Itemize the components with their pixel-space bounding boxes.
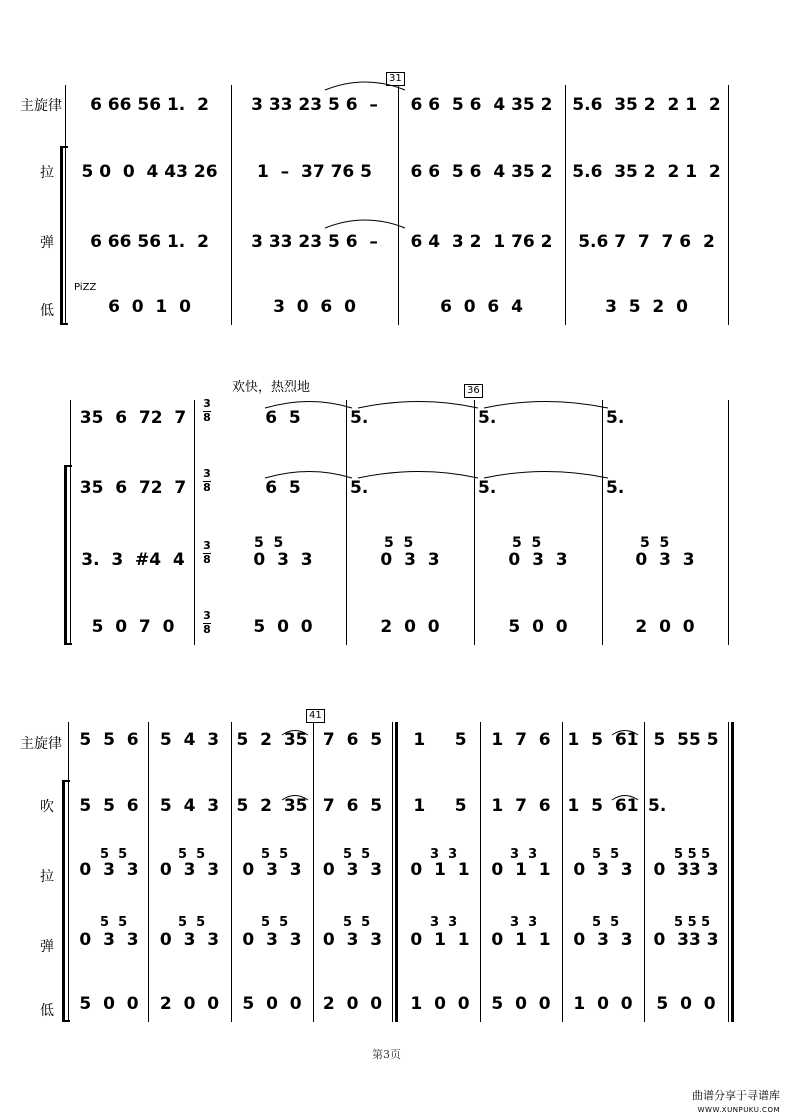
part-label-di: 低 <box>40 303 54 319</box>
note-group: 5 55 5 <box>653 730 719 750</box>
note-group: 5 4 3 <box>159 796 220 816</box>
note-group: 3 33 23 5 6 – <box>251 232 378 252</box>
note-group: 0 1 1 <box>491 930 551 950</box>
note-group: 5 0 0 <box>491 994 551 1014</box>
note-group: 5. <box>478 478 497 498</box>
staff-3-3 <box>70 860 728 880</box>
note-group: 5.6 7 7 7 6 2 <box>578 232 715 252</box>
note-group: 5. <box>350 478 369 498</box>
note-group: 0 3 3 <box>573 860 633 880</box>
note-group: 5 4 3 <box>159 730 220 750</box>
staff-3-4 <box>70 930 728 950</box>
note-group: 5 0 7 0 <box>91 617 175 637</box>
chord-tops-tan: 5 5 5 5 5 5 5 5 3 3 3 3 5 5 5 5 5 <box>100 915 711 930</box>
chord-tops-la: 5 5 5 5 5 5 5 5 3 3 3 3 5 5 5 5 5 <box>100 847 711 862</box>
note-group: 0 3 3 <box>242 860 302 880</box>
note-group: 1 7 6 <box>491 796 551 816</box>
note-group: 0 3 3 <box>79 930 139 950</box>
note-group: 0 3 3 <box>322 860 383 880</box>
note-group: 2 0 0 <box>635 617 695 637</box>
note-group: 0 3 3 <box>508 550 568 570</box>
part-label-main-melody: 主旋律 <box>20 736 62 752</box>
note-group: 6 0 1 0 <box>108 297 191 317</box>
note-group: 0 3 3 <box>322 930 383 950</box>
note-group: 0 3 3 <box>380 550 440 570</box>
note-group: 5. <box>606 478 625 498</box>
note-group: 3 0 6 0 <box>273 297 356 317</box>
note-group: 1 5 <box>413 730 467 750</box>
note-group: 0 3 3 <box>253 550 313 570</box>
part-label-main-melody: 主旋律 <box>20 98 62 114</box>
note-group: 6 5 <box>265 408 301 428</box>
watermark-title: 曲谱分享于寻谱库 <box>692 1089 780 1102</box>
watermark <box>640 1089 780 1117</box>
note-group: 5. <box>478 408 497 428</box>
note-group: 1 – 37 76 5 <box>257 162 372 182</box>
note-group: 6 4 3 2 1 76 2 <box>410 232 553 252</box>
note-group: 1 5 61 <box>567 730 639 750</box>
note-group: 7 6 5 <box>322 730 383 750</box>
note-group: 0 1 1 <box>491 860 551 880</box>
note-group: 0 1 1 <box>410 930 470 950</box>
part-label-tan: 弹 <box>40 939 54 955</box>
note-group: 5 2 35 <box>236 730 308 750</box>
note-group: 5 5 6 <box>79 796 139 816</box>
note-group: 3 33 23 5 6 – <box>251 95 378 115</box>
note-group: 5 0 0 <box>253 617 313 637</box>
part-label-chui: 吹 <box>40 799 54 815</box>
note-group: 3 5 2 0 <box>605 297 688 317</box>
note-group: 5 2 35 <box>236 796 308 816</box>
note-group: 35 6 72 7 <box>79 408 187 428</box>
note-group: 0 3 3 <box>242 930 302 950</box>
note-group: 5 0 0 <box>242 994 302 1014</box>
note-group: 6 6 5 6 4 35 2 <box>410 95 553 115</box>
note-group: 5 0 0 <box>508 617 568 637</box>
note-group: 5. <box>606 408 625 428</box>
note-group: 0 3 3 <box>635 550 695 570</box>
note-group: 5 5 6 <box>79 730 139 750</box>
note-group: 0 33 3 <box>653 860 719 880</box>
note-group: 1 5 61 <box>567 796 639 816</box>
note-group: 5 0 0 <box>656 994 716 1014</box>
note-group: 5. <box>648 796 667 816</box>
note-group: 0 1 1 <box>410 860 470 880</box>
pizz-marking: PiZZ <box>74 282 97 293</box>
rehearsal-mark-41: 41 <box>306 709 325 723</box>
note-group: 5. <box>350 408 369 428</box>
part-label-tan: 弹 <box>40 235 54 251</box>
chord-tops-2: 5 5 5 5 5 5 5 5 <box>254 535 670 551</box>
note-group: 2 0 0 <box>322 994 383 1014</box>
part-label-di: 低 <box>40 1003 54 1019</box>
note-group: 6 66 56 1. 2 <box>90 232 209 252</box>
note-group: 0 33 3 <box>653 930 719 950</box>
note-group: 2 0 0 <box>159 994 220 1014</box>
rehearsal-mark-31: 31 <box>386 72 405 86</box>
note-group: 5 0 0 <box>79 994 139 1014</box>
page-number: 第3页 <box>372 1048 401 1061</box>
note-group: 35 6 72 7 <box>79 478 187 498</box>
note-group: 2 0 0 <box>380 617 440 637</box>
tempo-marking: 欢快，热烈地 <box>232 380 311 395</box>
note-group: 7 6 5 <box>322 796 383 816</box>
note-group: 0 3 3 <box>79 860 139 880</box>
note-group: 6 5 <box>265 478 301 498</box>
staff-3-2 <box>70 796 728 816</box>
staff-3-5 <box>70 994 728 1014</box>
watermark-url: WWW.XUNPUKU.COM <box>697 1106 780 1114</box>
note-group: 6 66 56 1. 2 <box>90 95 209 115</box>
note-group: 0 3 3 <box>159 930 220 950</box>
note-group: 6 6 5 6 4 35 2 <box>410 162 553 182</box>
note-group: 1 7 6 <box>491 730 551 750</box>
note-group: 6 0 6 4 <box>440 297 523 317</box>
note-group: 3. 3 #4 4 <box>81 550 185 570</box>
staff-3-1 <box>70 730 728 750</box>
note-group: 5 0 0 4 43 26 <box>81 162 218 182</box>
note-group: 5.6 35 2 2 1 2 <box>572 162 721 182</box>
part-label-la: 拉 <box>40 869 54 885</box>
note-group: 1 0 0 <box>410 994 470 1014</box>
note-group: 0 3 3 <box>159 860 220 880</box>
note-group: 0 3 3 <box>573 930 633 950</box>
note-group: 1 5 <box>413 796 467 816</box>
note-group: 5.6 35 2 2 1 2 <box>572 95 721 115</box>
rehearsal-mark-36: 36 <box>464 384 483 398</box>
part-label-la: 拉 <box>40 165 54 181</box>
note-group: 1 0 0 <box>573 994 633 1014</box>
